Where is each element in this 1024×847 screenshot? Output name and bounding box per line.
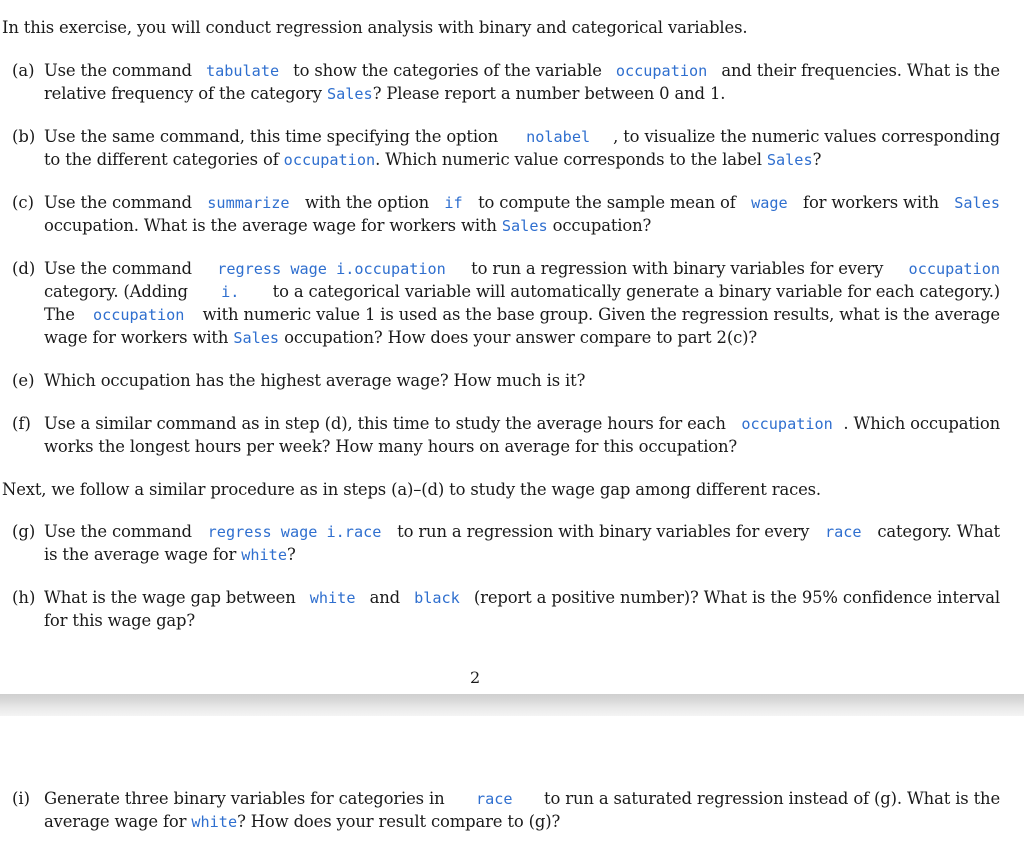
item-d-text: occupation? How does your answer compare to part 2(c)? (279, 328, 757, 347)
code-race: race (475, 790, 513, 808)
code-white: white (309, 589, 356, 607)
intro-paragraph: In this exercise, you will conduct regression analysis with binary and categorical variables. (2, 18, 748, 37)
item-d-line-2 (44, 281, 1000, 303)
item-h-line-2: for this wage gap? (44, 611, 196, 630)
item-b-text: to the different categories of (44, 150, 284, 169)
item-d-label: (d) (12, 259, 36, 278)
item-a-text: and their frequencies. What is the (716, 61, 1000, 80)
item-b-text: ? (812, 150, 822, 169)
item-i-text: Generate three binary variables for categories in (44, 789, 450, 808)
item-b-text: . Which numeric value corresponds to the label (375, 150, 767, 169)
item-g-text: category. What (872, 522, 1000, 541)
next-paragraph: Next, we follow a similar procedure as in steps (a)–(d) to study the wage gap among different races. (2, 480, 821, 499)
code-if: if (444, 194, 463, 212)
item-f-line-1 (44, 413, 1000, 435)
code-sales: Sales (233, 329, 280, 347)
item-i-text: average wage for (44, 812, 192, 831)
item-c-text: occupation. What is the average wage for workers with (44, 216, 502, 235)
code-occupation: occupation (283, 151, 376, 169)
code-occupation: occupation (741, 415, 833, 433)
item-b-text: , to visualize the numeric values corresponding (613, 127, 1000, 146)
item-d-text: to run a regression with binary variables for every (466, 259, 889, 278)
item-f-label: (f) (12, 414, 31, 433)
code-white: white (191, 813, 238, 831)
item-f-line-2: works the longest hours per week? How many hours on average for this occupation? (44, 437, 738, 456)
item-g-text: Use the command (44, 522, 197, 541)
code-sales: Sales (501, 217, 548, 235)
page-separator (0, 694, 1024, 716)
item-a-text: Use the command (44, 61, 197, 80)
item-a-label: (a) (12, 61, 35, 80)
item-g-line-1 (44, 521, 1000, 543)
item-d-text: wage for workers with (44, 328, 234, 347)
item-h-label: (h) (12, 588, 36, 607)
item-b-line-1 (44, 126, 1000, 148)
item-b-text: Use the same command, this time specifying the option (44, 127, 504, 146)
item-c-text: to compute the sample mean of (473, 193, 741, 212)
item-c-text: Use the command (44, 193, 197, 212)
item-i-text: to run a saturated regression instead of (g). What is the (539, 789, 1000, 808)
item-b-line-2 (44, 149, 821, 171)
item-g-text: to run a regression with binary variables for every (392, 522, 815, 541)
code-wage: wage (751, 194, 788, 212)
item-i-line-2 (44, 811, 560, 833)
code-race: race (825, 523, 862, 541)
item-c-text: occupation? (547, 216, 652, 235)
item-b-label: (b) (12, 127, 36, 146)
code-sales: Sales (326, 85, 373, 103)
code-white: white (241, 546, 287, 564)
item-e-line-1: Which occupation has the highest average wage? How much is it? (44, 371, 586, 390)
item-i-label: (i) (12, 789, 31, 808)
item-h-text: What is the wage gap between (44, 588, 301, 607)
item-d-line-3 (44, 304, 1000, 326)
item-d-line-1 (44, 258, 1000, 280)
code-tabulate: tabulate (205, 62, 280, 80)
item-a-text: ? Please report a number between 0 and 1. (372, 84, 726, 103)
item-d-text: to a categorical variable will automatically generate a binary variable for each category.) (267, 282, 1000, 301)
item-a-text: to show the categories of the variable (288, 61, 607, 80)
item-a-text: relative frequency of the category (44, 84, 327, 103)
code-nolabel: nolabel (526, 128, 591, 146)
item-g-label: (g) (12, 522, 36, 541)
code-i-prefix: i. (221, 283, 240, 301)
code-occupation: occupation (92, 306, 185, 324)
item-d-text: category. (Adding (44, 282, 193, 301)
item-d-line-4 (44, 327, 757, 349)
item-c-text: with the option (299, 193, 435, 212)
item-a-line-2 (44, 83, 725, 105)
item-i-text: ? How does your result compare to (g)? (237, 812, 561, 831)
code-regress-wage-race: regress wage i.race (207, 523, 382, 541)
item-e-label: (e) (12, 371, 35, 390)
item-d-text: The (44, 305, 80, 324)
item-c-line-2 (44, 215, 651, 237)
item-h-text: and (364, 588, 406, 607)
code-regress-wage-occupation: regress wage i.occupation (217, 260, 446, 278)
item-g-text: ? (286, 545, 296, 564)
item-c-text: for workers with (797, 193, 944, 212)
page-number: 2 (470, 668, 481, 687)
item-i-line-1 (44, 788, 1000, 810)
item-g-text: is the average wage for (44, 545, 242, 564)
item-h-text: (report a positive number)? What is the 95% confidence interval (468, 588, 1000, 607)
document-page-2 (0, 716, 1024, 847)
item-c-label: (c) (12, 193, 34, 212)
code-occupation: occupation (615, 62, 708, 80)
code-occupation: occupation (908, 260, 1000, 278)
code-sales: Sales (766, 151, 813, 169)
item-f-text: Use a similar command as in step (d), this time to study the average hours for each (44, 414, 731, 433)
item-g-line-2 (44, 544, 296, 566)
item-a-line-1 (44, 60, 1000, 82)
item-d-text: with numeric value 1 is used as the base group. Given the regression results, what is the average (197, 305, 1000, 324)
item-f-text: . Which occupation (843, 414, 1000, 433)
item-h-line-1 (44, 587, 1000, 609)
item-d-text: Use the command (44, 259, 197, 278)
code-black: black (414, 589, 460, 607)
code-sales: Sales (954, 194, 1000, 212)
item-c-line-1 (44, 192, 1000, 214)
code-summarize: summarize (207, 194, 290, 212)
